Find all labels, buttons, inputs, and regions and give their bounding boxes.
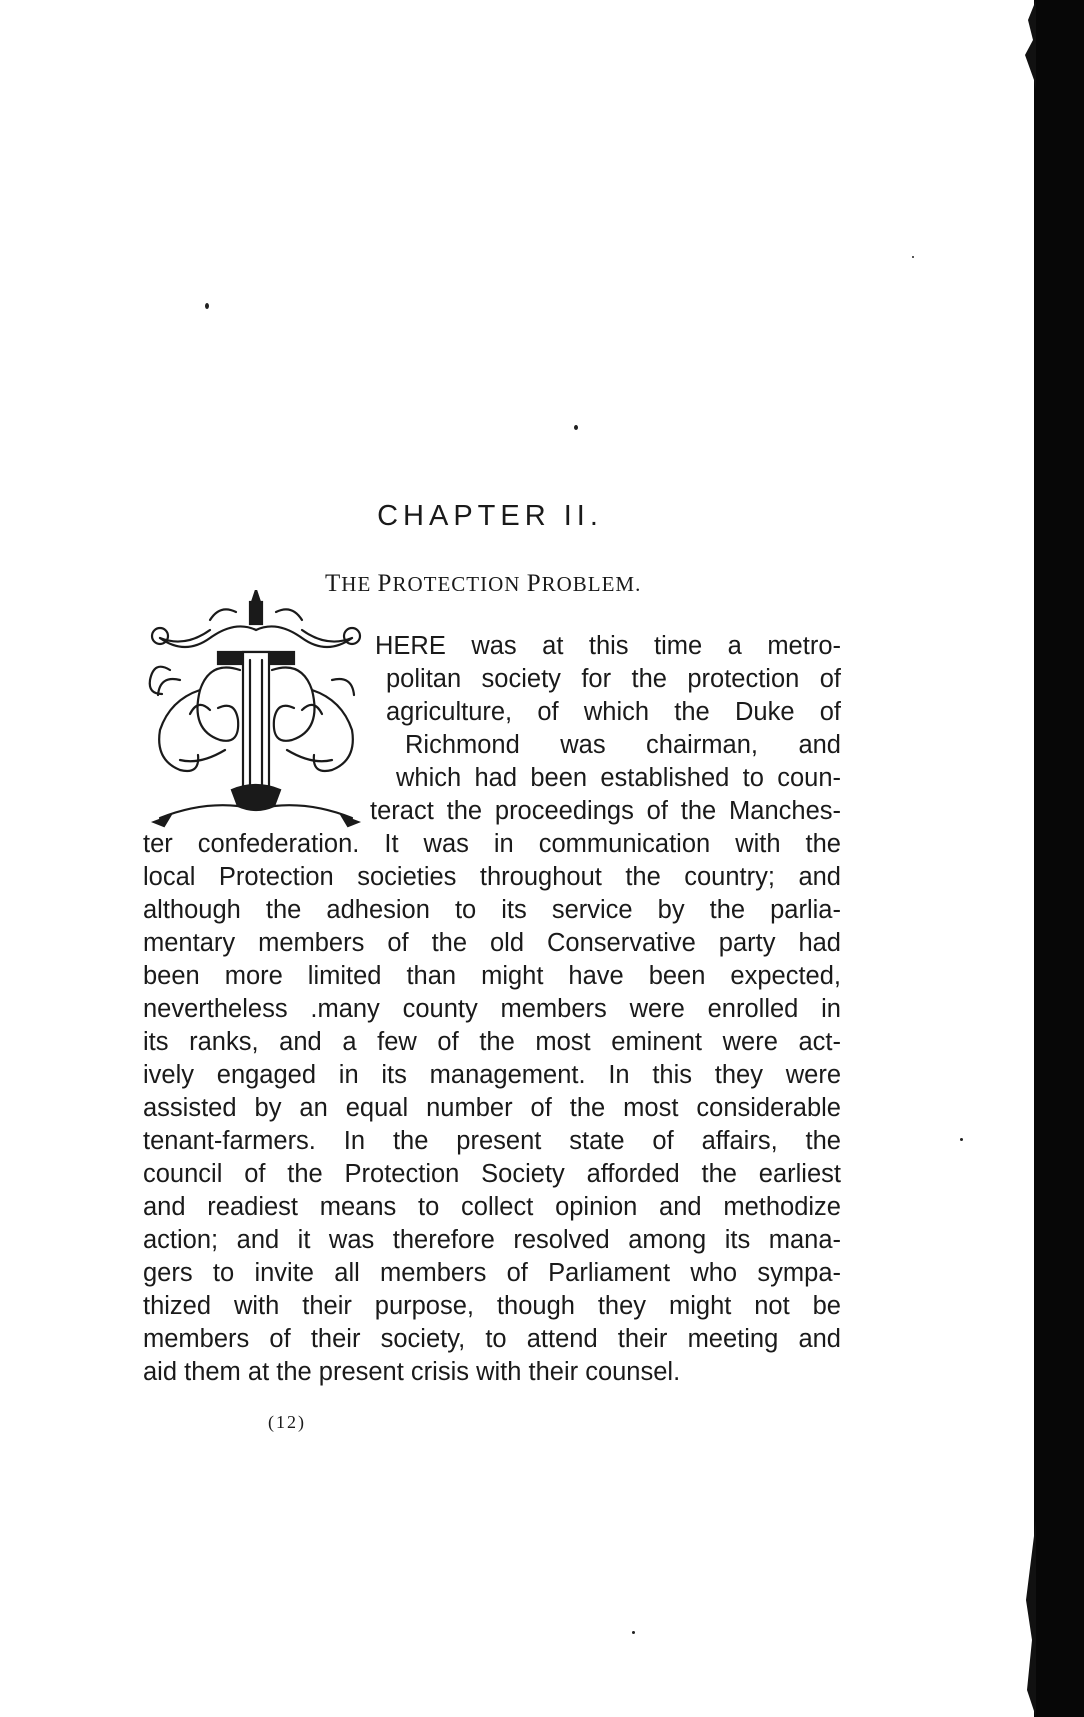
body-line: local Protection societies throughout the country; and (143, 863, 841, 891)
scan-binding-edge (1034, 0, 1084, 1717)
chapter-title-part: ROBLEM. (541, 572, 642, 596)
body-line: teract the proceedings of the Manches- (370, 797, 841, 825)
page-number: (12) (268, 1412, 306, 1432)
body-line: Richmond was chairman, and (405, 731, 841, 759)
body-line: tenant-farmers. In the present state of affairs, the (143, 1127, 841, 1155)
scan-edge-fray (1022, 0, 1036, 1717)
body-line: ter confederation. It was in communication with the (143, 830, 841, 858)
body-line: aid them at the present crisis with their counsel. (143, 1358, 681, 1386)
body-line: although the adhesion to its service by the parlia- (143, 896, 841, 924)
body-line: ively engaged in its management. In this they were (143, 1061, 841, 1089)
chapter-title-initial: P (526, 570, 542, 597)
chapter-title-part: ROTECTION (392, 572, 527, 596)
body-line: been more limited than might have been expected, (143, 962, 841, 990)
body-line: mentary members of the old Conservative party had (143, 929, 841, 957)
scan-speck (574, 425, 578, 430)
body-line: thized with their purpose, though they might not be (143, 1292, 841, 1320)
body-line: nevertheless .many county members were enrolled in (143, 995, 841, 1023)
scan-speck (205, 303, 209, 309)
body-line: members of their society, to attend their meeting and (143, 1325, 841, 1353)
scan-speck (632, 1631, 635, 1634)
chapter-title (325, 570, 641, 598)
scan-speck (912, 256, 914, 258)
chapter-body (143, 630, 841, 1389)
body-line: agriculture, of which the Duke of (386, 698, 841, 726)
chapter-title-initial: P (377, 570, 393, 597)
body-line: assisted by an equal number of the most considerable (143, 1094, 841, 1122)
chapter-heading: CHAPTER II. (377, 500, 603, 532)
body-line: politan society for the protection of (386, 665, 841, 693)
body-line: gers to invite all members of Parliament who sympa- (143, 1259, 841, 1287)
chapter-title-part: HE (341, 572, 378, 596)
chapter-title-initial: T (325, 570, 342, 597)
body-line: its ranks, and a few of the most eminent were act- (143, 1028, 841, 1056)
body-line: HERE was at this time a metro- (375, 632, 841, 660)
body-line: council of the Protection Society afforded the earliest (143, 1160, 841, 1188)
body-line: which had been established to coun- (396, 764, 841, 792)
body-line: action; and it was therefore resolved among its mana- (143, 1226, 841, 1254)
scan-speck (960, 1138, 963, 1141)
body-line: and readiest means to collect opinion and methodize (143, 1193, 841, 1221)
